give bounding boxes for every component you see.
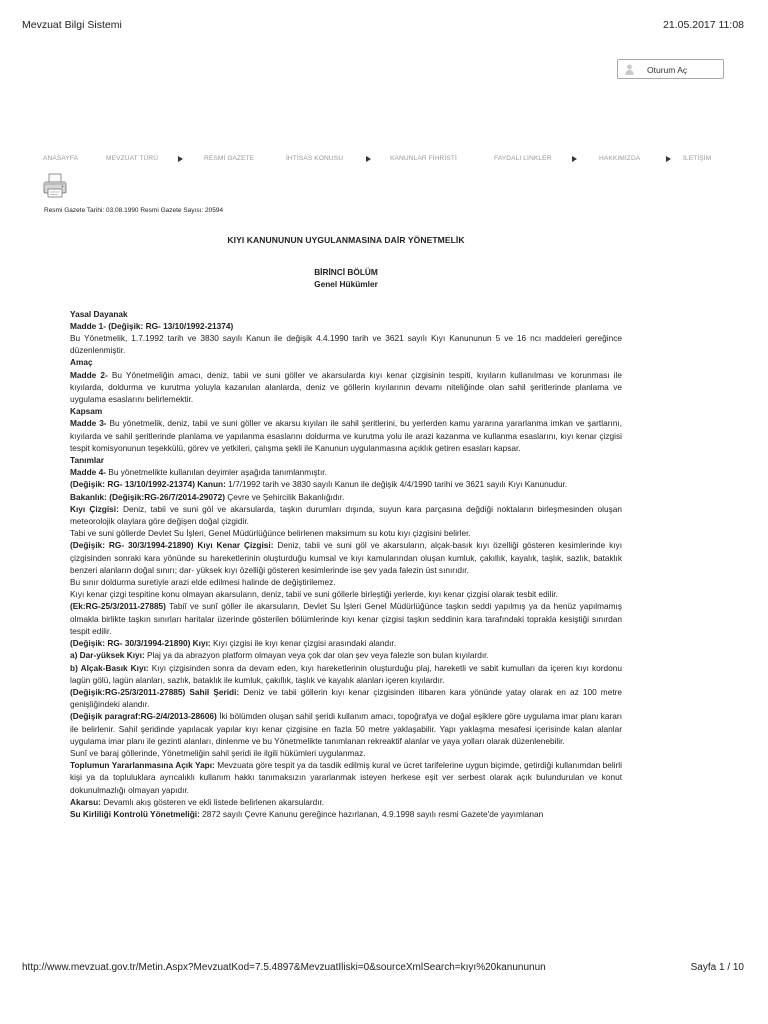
nav-item-resmi-gazete[interactable]: RESMİ GAZETE — [204, 155, 255, 162]
definition-bakanlik: Bakanlık: (Değişik:RG-26/7/2014-29072) Çevre ve Şehircilik Bakanlığıdır. — [70, 491, 345, 502]
nav-arrow-icon — [366, 156, 371, 162]
printer-icon[interactable] — [41, 172, 69, 200]
article-label: Madde 1- (Değişik: RG- 13/10/1992-21374) — [70, 320, 234, 331]
definition-sahil-seridi: (Değişik:RG-25/3/2011-27885) Sahil Şeridi: Deniz ve tabii göllerin kıyı kenar çizgisinden itibaren kara yönünde yatay olarak en az 100 metre genişliğindeki alandır. — [70, 686, 623, 710]
section-heading: Yasal Dayanak — [70, 308, 128, 319]
article-text: Bu Yönetmelik, 1.7.1992 tarih ve 3830 sayılı Kanun ile değişik 4.4.1990 tarih ve 3621 sayılı Kıyı Kanununun 5 ve 16 ncı maddeleri gereğince düzenlenmiştir. — [70, 333, 622, 356]
main-nav — [0, 155, 768, 167]
nav-item-iletisim[interactable]: İLETİŞİM — [683, 155, 712, 162]
login-button[interactable] — [617, 59, 724, 79]
nav-item-anasayfa[interactable]: ANASAYFA — [43, 155, 79, 162]
nav-arrow-icon — [572, 156, 577, 162]
definition-ek: (Ek:RG-25/3/2011-27885) Tabiî ve sunî göller ile akarsuların, Devlet Su İşleri Genel Müdürlüğünce taşkın seddi yapılmış ya da henüz yapılmamış olmakla birlikte taşkın sınırları haritalar üzerinde gösterilen bölümlerinde kıyı kenar çizgisi taşkın seddinin kara tarafındaki toprakla kesiştiği sınırdan tespit edilir. — [70, 601, 622, 636]
section-heading: Amaç — [70, 357, 93, 368]
user-icon — [625, 64, 634, 75]
print-header — [22, 19, 744, 33]
definition-kanun: (Değişik: RG- 13/10/1992-21374) Kanun: 1/7/1992 tarih ve 3830 sayılı Kanun ile değişik 4/4/1990 tarihi ve 3621 sayılı Kıyı Kanunudur. — [70, 479, 568, 490]
document-body — [70, 224, 622, 820]
gazette-info: Resmi Gazete Tarihi: 03.08.1990 Resmi Gazete Sayısı: 20594 — [44, 207, 224, 214]
page-number: Sayfa 1 / 10 — [690, 962, 744, 973]
page-url: http://www.mevzuat.gov.tr/Metin.Aspx?MevzuatKod=7.5.4897&MevzuatIliski=0&sourceXmlSearch=kıyı%20kanununun — [22, 962, 546, 973]
paragraph: Kıyı kenar çizgi tespitine konu olmayan akarsuların, deniz, tabii ve suni göllerle birleştiği yerlerde, kıyı kenar çizgisi olarak tesbit edilir. — [70, 589, 558, 600]
part-heading: BİRİNCİ BÖLÜM — [314, 267, 378, 278]
nav-item-hakkimizda[interactable]: HAKKIMIZDA — [599, 155, 641, 162]
definition-akarsu: Akarsu: Devamlı akış gösteren ve ekli listede belirlenen akarsulardır. — [70, 796, 325, 807]
definition-su-kirliligi: Su Kirliliği Kontrolü Yönetmeliği: 2872 sayılı Çevre Kanunu gereğince hazırlanan, 4.9.1998 sayılı resmi Gazete'de yayımlanan — [70, 808, 544, 819]
paragraph: Bu sınır doldurma suretiyle arazi elde edilmesi halinde de değiştirilemez. — [70, 577, 336, 588]
definition-paragraf: (Değişik paragraf:RG-2/4/2013-28606) İki bölümden oluşan sahil şeridi kullanım amacı, topoğrafya ve doğal eşiklere göre uygulama imar planı kararı ile belirlenir. Sahil şeridinde yapılacak yapılar kıyı kenar çizgisine en fazla 50 metre yaklaşabilir. Yapı yaklaşma mesafesi içerisinde kalan alanlar uygulama imar planı ile gezinti alanları, dinlenme ve bu Yönetmelikte tanımlanan rekreaktif alanlar ve yaya yolları olarak düzenlenebilir. — [70, 711, 622, 746]
definition-alcak-basik: b) Alçak-Basık Kıyı: Kıyı çizgisinden sonra da devam eden, kıyı hareketlerinin oluşturduğu plaj, hareketli ve sabit kumulları da içeren kıyı kordonu lagün gölü, lagün alanları, sazlık, bataklık ile kumluk, çakıllık, taşlık ve kayalık alanları içeren kıyılardır. — [70, 662, 623, 685]
nav-arrow-icon — [178, 156, 183, 162]
definition-kiyi: (Değişik: RG- 30/3/1994-21890) Kıyı: Kıyı çizgisi ile kıyı kenar çizgisi arasındaki alandır. — [70, 638, 397, 649]
section-heading: Tanımlar — [70, 455, 104, 466]
site-title: Mevzuat Bilgi Sistemi — [22, 19, 122, 31]
nav-item-faydali-linkler[interactable]: FAYDALI LİNKLER — [494, 155, 552, 162]
nav-item-mevzuat-turu[interactable]: MEVZUAT TÜRÜ — [106, 155, 159, 162]
definition-kiyi-cizgisi: Kıyı Çizgisi: Deniz, tabii ve suni göl ve akarsularda, taşkın durumları dışında, suyun kara parçasına değdiği noktaların birleşmesinden oluşan meteorolojik olaylara göre değişen doğal çizgidir. — [70, 503, 622, 527]
nav-item-kanunlar-fihristi[interactable]: KANUNLAR FİHRİSTİ — [390, 155, 457, 162]
article-text: Madde 4- Bu yönetmelikte kullanılan deyimler aşağıda tanımlanmıştır. — [70, 467, 327, 478]
part-subtitle: Genel Hükümler — [314, 279, 378, 290]
paragraph: Tabi ve suni göllerde Devlet Su İşleri, Genel Müdürlüğünce belirlenen maksimum su kotu kıyı çizgisini belirler. — [70, 528, 471, 539]
login-label: Oturum Aç — [647, 65, 688, 75]
print-footer — [22, 962, 744, 976]
section-heading: Kapsam — [70, 406, 103, 417]
definition-dar-yuksek: a) Dar-yüksek Kıyı: Plaj ya da abrazyon platform olmayan veya çok dar olan şev veya falezle son bulan kıyılardır. — [70, 650, 489, 661]
nav-item-ihtisas-konusu[interactable]: İHTİSAS KONUSU — [286, 155, 344, 162]
paragraph: Sunî ve baraj göllerinde, Yönetmeliğin sahil şeridi ile ilgili hükümleri uygulanmaz. — [70, 747, 366, 758]
definition-kiyi-kenar-cizgisi: (Değişik: RG- 30/3/1994-21890) Kıyı Kenar Çizgisi: Deniz, tabii ve suni göl ve akarsuların, alçak-basık kıyı özelliği gösteren kesimlerinde kıyı çizgisinden sonraki kara yönünde su hareketlerinin oluşturduğu kumsal ve kıyı kamularından oluşan kumluk, çakıllık, kayalık, taşlık, sazlık, bataklık benzeri alanların doğal sınırı; dar- yüksek kıyı özelliği gösteren kesimlerinde ise şev yada falezin üst sınırıdır. — [70, 540, 622, 575]
article-text: Madde 2- Bu Yönetmeliğin amacı, deniz, tabii ve suni göller ve akarsularda kıyı kenar çizgisinin tespiti, kıyıların kullanılması ve korunması ile kıyılarda, doldurma ve kurutma yoluyla kazanılan alanlarda, deniz ve göllerin kıyılarının devamı niteliğinde olan sahil şeritlerinde planlama ve uygulama esaslarını belirlemektir. — [70, 369, 622, 405]
article-text: Madde 3- Bu yönetmelik, deniz, tabii ve suni göller ve akarsu kıyıları ile sahil şeritlerini, bu yerlerden kamu yararına yararlanma imkan ve şartlarını, kıyılarda ve sahil şeritlerinde planlama ve yapılanma esaslarını doldurma ve kurutma yolu ile arazi kazanma ve kullanma esaslarını, kıyı kenar çizgisi tespit komisyonunun teşekkülü, görev ve yetkileri, çalışma şekli ile Kanunun uygulanmasına açıklık getiren esasları kapsar. — [70, 418, 622, 453]
definition-toplumun: Toplumun Yararlanmasına Açık Yapı: Mevzuata göre tespit ya da tasdik edilmiş kural ve ücret tarifelerine uygun biçimde, getirdiği kullanımdan belirli kişi ya da topluluklara ayrıcalıklı kullanım hakkı tanımaksızın yararlanmak isteyen herkese eşit ver serbest olarak açık bulundurulan ve konut dokunulmazlığı olmayan yapıdır. — [70, 760, 622, 795]
nav-arrow-icon — [666, 156, 671, 162]
print-datetime: 21.05.2017 11:08 — [663, 19, 744, 31]
document-title: KIYI KANUNUNUN UYGULANMASINA DAİR YÖNETMELİK — [227, 235, 465, 245]
